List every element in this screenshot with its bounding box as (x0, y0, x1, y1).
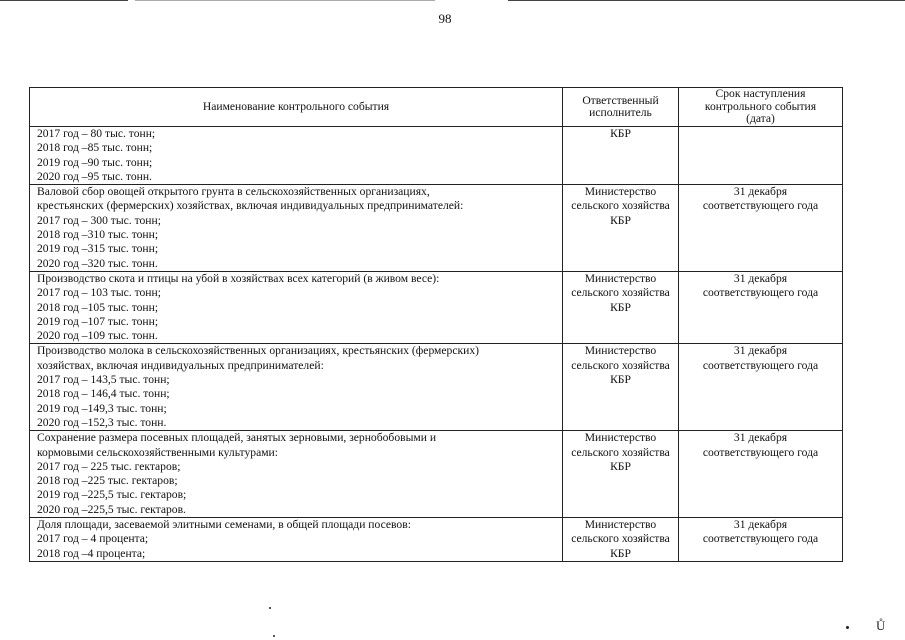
event-line: 2017 год – 300 тыс. тонн; (37, 213, 161, 227)
deadline-line: соответствующего года (702, 199, 819, 213)
responsible-line: Министерство (584, 518, 657, 532)
event-line: 2017 год – 143,5 тыс. тонн; (37, 373, 170, 387)
event-line: 2020 год –152,3 тыс. тонн. (37, 415, 167, 429)
page-number: 98 (438, 11, 452, 26)
deadline-line: соответствующего года (702, 532, 819, 546)
cell-event (30, 518, 563, 562)
event-line: 2017 год – 225 тыс. гектаров; (37, 459, 181, 473)
event-line: 2020 год –320 тыс. тонн. (37, 256, 158, 270)
responsible-line: сельского хозяйства (571, 445, 670, 459)
event-line: Валовой сбор овощей открытого грунта в сельскохозяйственных организациях, (37, 185, 430, 199)
event-line: Производство скота и птицы на убой в хозяйствах всех категорий (в живом весе): (37, 271, 440, 285)
event-line: 2020 год –95 тыс. тонн. (37, 169, 152, 183)
deadline-line: 31 декабря (733, 431, 788, 445)
table-row (30, 127, 843, 185)
event-line: 2017 год – 103 тыс. тонн; (37, 286, 161, 300)
cell-responsible (563, 185, 679, 272)
header-event-name: Наименование контрольного события (30, 88, 563, 127)
table-row (30, 518, 843, 562)
responsible-line: КБР (610, 459, 631, 473)
cell-deadline (679, 185, 843, 272)
table-row (30, 271, 843, 343)
cell-deadline (679, 271, 843, 343)
event-line: 2019 год –315 тыс. тонн; (37, 242, 159, 256)
event-line: крестьянских (фермерских) хозяйствах, включая индивидуальных предпринимателей: (37, 199, 464, 213)
header-deadline: Срок наступления контрольного события (дата) (679, 88, 843, 127)
top-edge-rule-right (508, 0, 905, 1)
event-line: 2018 год –310 тыс. тонн; (37, 228, 159, 242)
scan-speck (269, 607, 271, 609)
event-line: 2019 год –225,5 тыс. гектаров; (37, 488, 187, 502)
cell-event (30, 431, 563, 518)
cell-deadline (679, 518, 843, 562)
responsible-line: КБР (610, 373, 631, 387)
event-line: 2019 год –90 тыс. тонн; (37, 155, 153, 169)
scan-speck (273, 635, 275, 637)
top-edge-rule-left (0, 0, 128, 1)
cell-deadline (679, 344, 843, 431)
cell-responsible (563, 344, 679, 431)
header-responsible: Ответственный исполнитель (563, 88, 679, 127)
table-row (30, 185, 843, 272)
deadline-line: 31 декабря (733, 344, 788, 358)
event-line: 2019 год –149,3 тыс. тонн; (37, 401, 167, 415)
event-line: кормовыми сельскохозяйственными культурами: (37, 445, 278, 459)
event-line: 2018 год –4 процента; (37, 546, 146, 560)
responsible-line: Министерство (584, 431, 657, 445)
cell-deadline (679, 431, 843, 518)
deadline-line: соответствующего года (702, 358, 819, 372)
cell-event (30, 344, 563, 431)
cell-event (30, 127, 563, 185)
responsible-line: КБР (610, 127, 631, 140)
responsible-line: Министерство (584, 271, 657, 285)
event-line: 2020 год –225,5 тыс. гектаров. (37, 502, 186, 516)
responsible-line: Министерство (584, 185, 657, 199)
event-line: 2020 год –109 тыс. тонн. (37, 329, 158, 343)
table-body (30, 127, 843, 562)
responsible-line: сельского хозяйства (571, 286, 670, 300)
cell-responsible (563, 518, 679, 562)
deadline-line: соответствующего года (702, 445, 819, 459)
responsible-line: Министерство (584, 344, 657, 358)
cell-event (30, 271, 563, 343)
event-line: 2018 год – 146,4 тыс. тонн; (37, 387, 170, 401)
cell-event (30, 185, 563, 272)
deadline-line: 31 декабря (733, 271, 788, 285)
deadline-line: соответствующего года (702, 286, 819, 300)
event-line: 2018 год –105 тыс. тонн; (37, 300, 159, 314)
event-line: 2017 год – 4 процента; (37, 532, 149, 546)
responsible-line: сельского хозяйства (571, 532, 670, 546)
deadline-line: 31 декабря (733, 518, 788, 532)
event-line: Доля площади, засеваемой элитными семенами, в общей площади посевов: (37, 518, 411, 532)
event-line: 2018 год –85 тыс. тонн; (37, 141, 153, 155)
responsible-line: сельского хозяйства (571, 199, 670, 213)
event-line: Производство молока в сельскохозяйственных организациях, крестьянских (фермерских) (37, 344, 479, 358)
deadline-line: 31 декабря (733, 185, 788, 199)
responsible-line: сельского хозяйства (571, 358, 670, 372)
event-line: Сохранение размера посевных площадей, занятых зерновыми, зернобобовыми и (37, 431, 437, 445)
cell-deadline (679, 127, 843, 185)
cell-responsible (563, 271, 679, 343)
event-line: хозяйствах, включая индивидуальных предпринимателей: (37, 358, 324, 372)
responsible-line: КБР (610, 300, 631, 314)
responsible-line: КБР (610, 546, 631, 560)
cell-responsible (563, 431, 679, 518)
table-row (30, 344, 843, 431)
table-row (30, 431, 843, 518)
control-events-table (29, 87, 843, 562)
corner-handwritten-mark: Ů (876, 618, 886, 633)
top-edge-rule-middle (135, 0, 435, 1)
event-line: 2017 год – 80 тыс. тонн; (37, 127, 156, 140)
cell-responsible (563, 127, 679, 185)
event-line: 2019 год –107 тыс. тонн; (37, 314, 159, 328)
table-header-row (30, 88, 843, 127)
event-line: 2018 год –225 тыс. гектаров; (37, 474, 178, 488)
scan-speck (846, 626, 849, 629)
responsible-line: КБР (610, 213, 631, 227)
